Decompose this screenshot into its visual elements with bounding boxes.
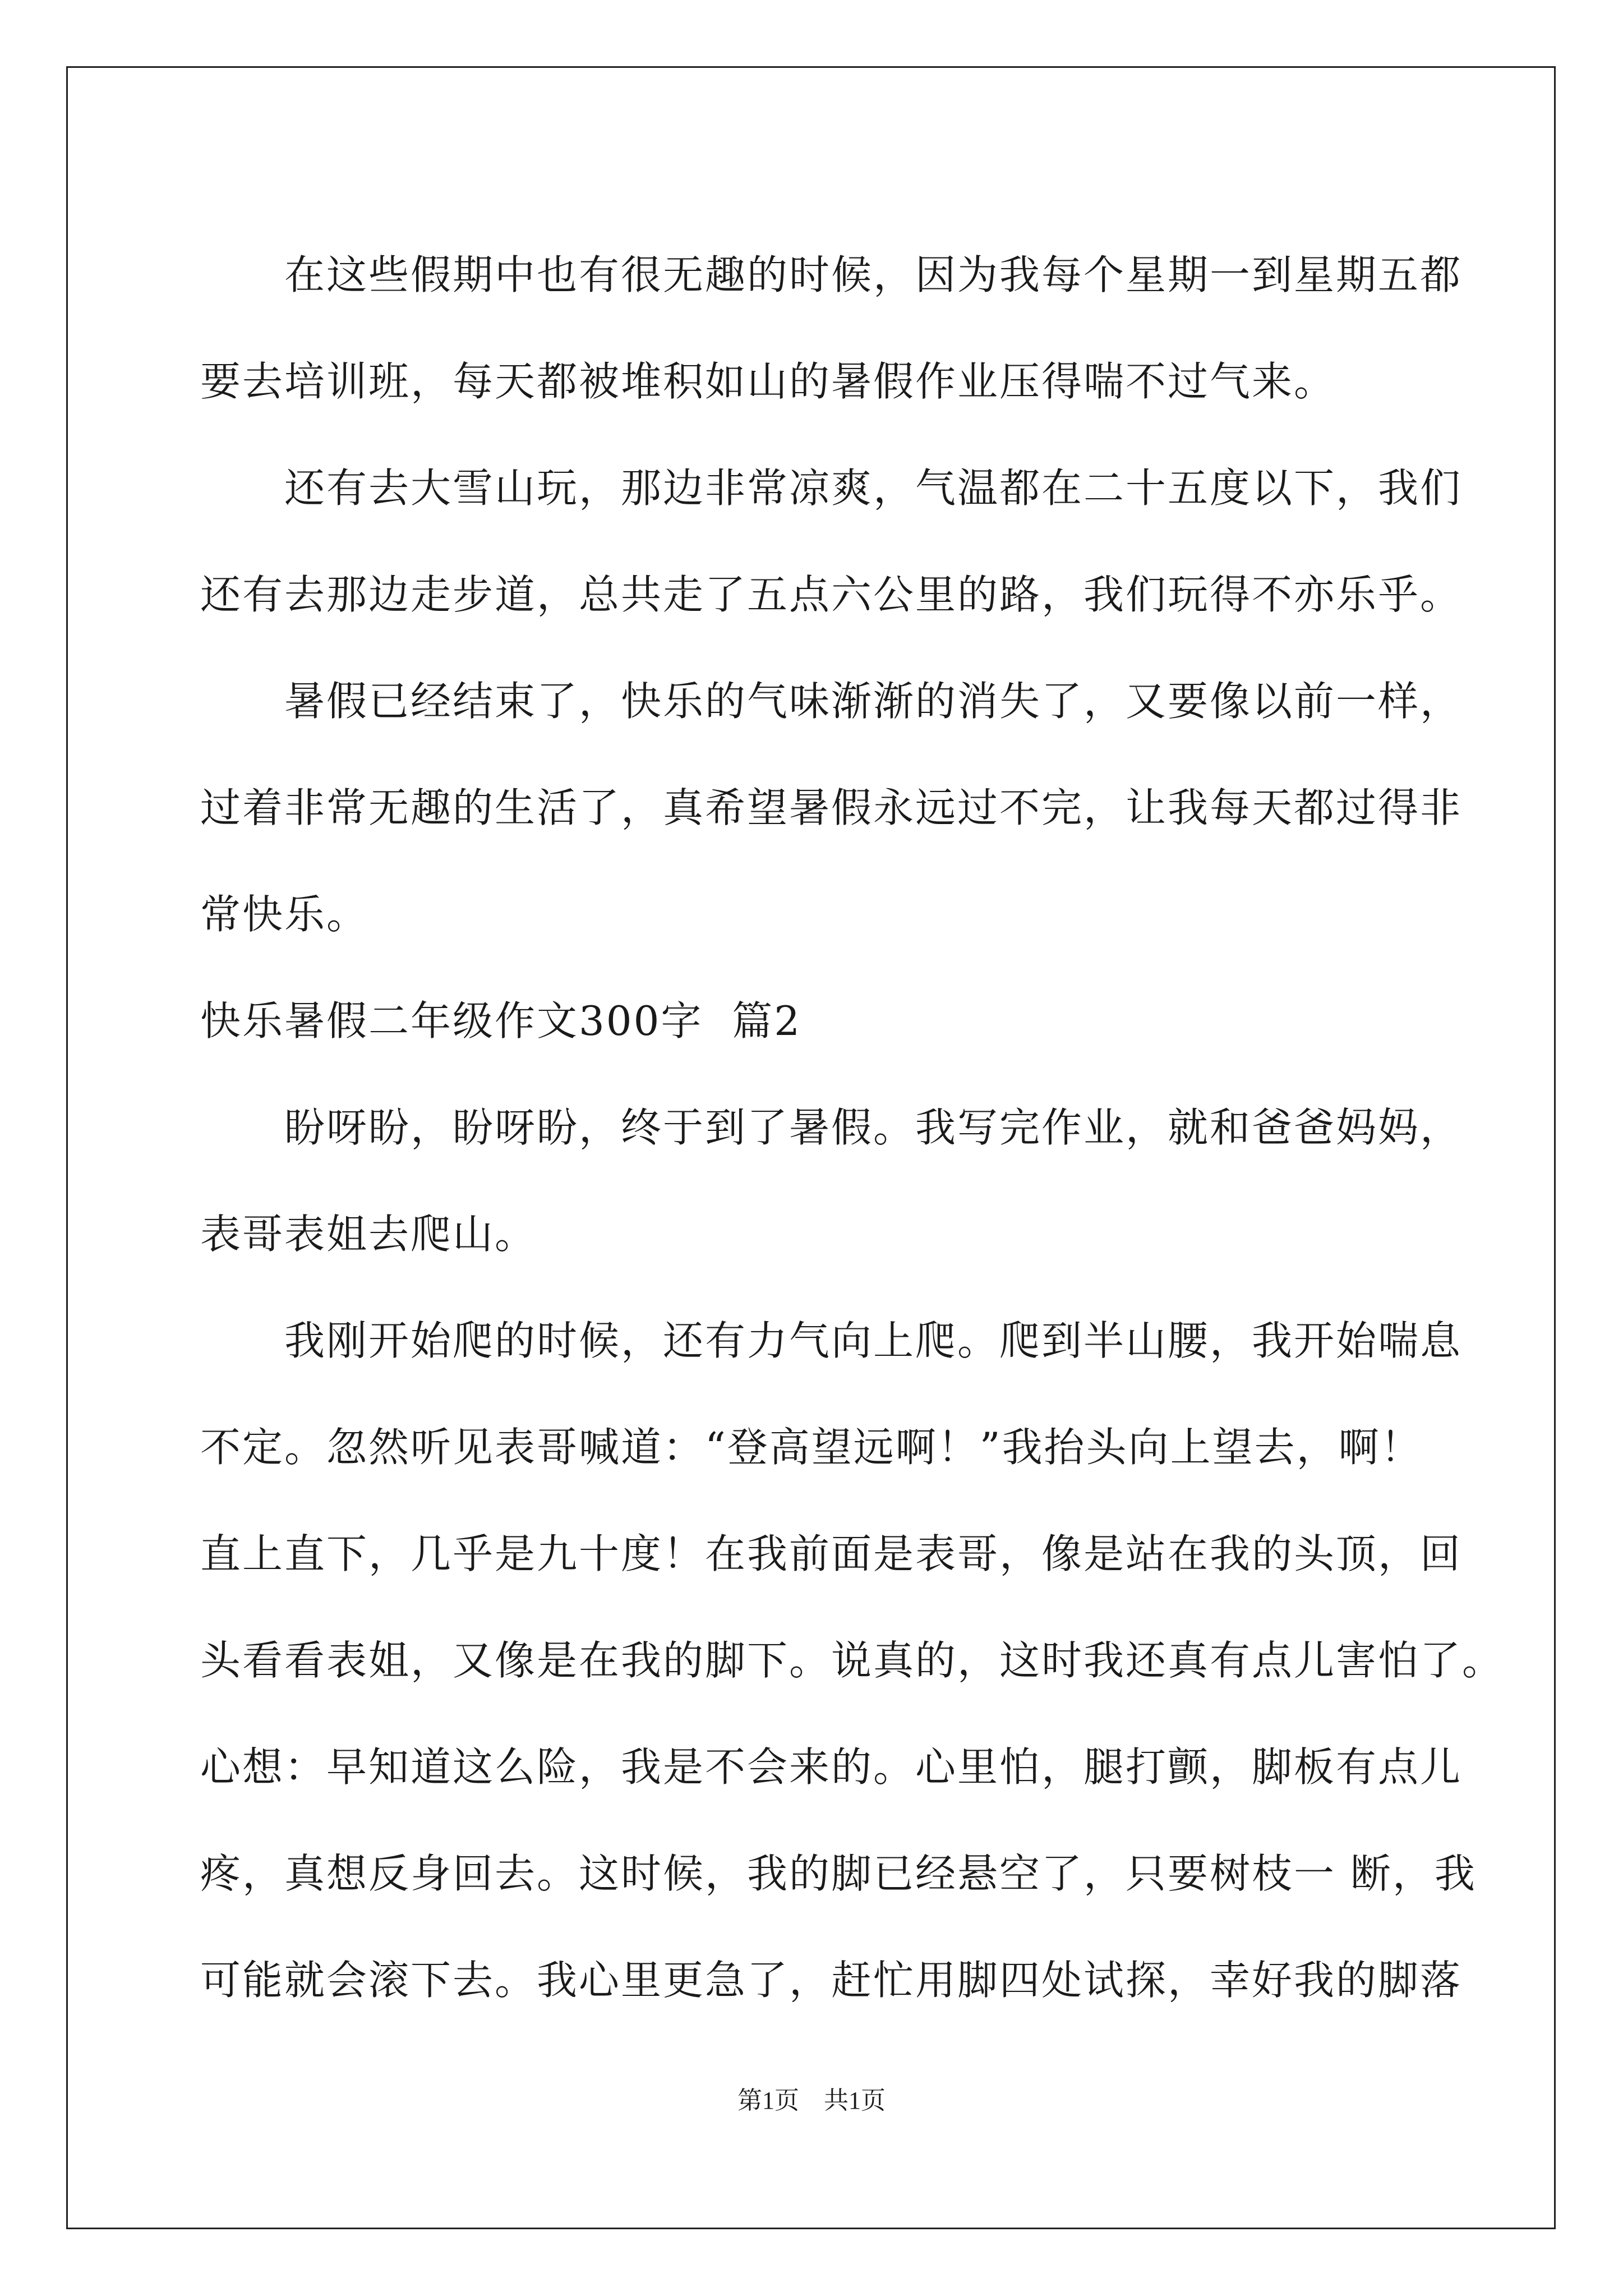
document-body — [200, 222, 1505, 2033]
text-line: 可能就会滚下去。我心里更急了，赶忙用脚四处试探，幸好我的脚落 — [200, 1957, 1463, 2004]
text-line: 头看看表姐，又像是在我的脚下。说真的，这时我还真有点儿害怕了。 — [200, 1637, 1505, 1684]
text-line: 疼，真想反身回去。这时候，我的脚已经悬空了，只要树枝一 断，我 — [200, 1850, 1477, 1897]
page-number: 第1页 — [737, 2087, 799, 2114]
paragraph — [200, 1287, 1505, 2033]
text-line: 我刚开始爬的时候，还有力气向上爬。爬到半山腰，我开始喘息 — [284, 1317, 1463, 1364]
text-line: 暑假已经结束了，快乐的气味渐渐的消失了，又要像以前一样， — [284, 678, 1463, 725]
page-footer — [0, 2080, 1623, 2116]
text-line: 不定。忽然听见表哥喊道：“登高望远啊！”我抬头向上望去，啊！ — [200, 1424, 1423, 1471]
paragraph — [200, 435, 1463, 648]
text-line: 还有去大雪山玩，那边非常凉爽，气温都在二十五度以下，我们 — [284, 464, 1463, 512]
page-total: 共1页 — [824, 2087, 886, 2114]
text-line: 常快乐。 — [200, 891, 369, 938]
text-line: 盼呀盼，盼呀盼，终于到了暑假。我写完作业，就和爸爸妈妈， — [284, 1104, 1463, 1151]
text-line: 要去培训班，每天都被堆积如山的暑假作业压得喘不过气来。 — [200, 358, 1336, 405]
paragraph — [200, 222, 1463, 435]
text-line: 表哥表姐去爬山。 — [200, 1211, 537, 1258]
section-heading: 快乐暑假二年级作文300字 篇2 — [200, 997, 802, 1045]
text-line: 在这些假期中也有很无趣的时候，因为我每个星期一到星期五都 — [284, 251, 1463, 298]
paragraph — [200, 1074, 1463, 1287]
text-line: 心想：早知道这么险，我是不会来的。心里怕，腿打颤，脚板有点儿 — [200, 1743, 1463, 1791]
paragraph — [200, 648, 1463, 968]
text-line: 直上直下，几乎是九十度！在我前面是表哥，像是站在我的头顶，回 — [200, 1530, 1463, 1577]
text-line: 过着非常无趣的生活了，真希望暑假永远过不完，让我每天都过得非 — [200, 784, 1463, 831]
text-line: 还有去那边走步道，总共走了五点六公里的路，我们玩得不亦乐乎。 — [200, 571, 1463, 618]
